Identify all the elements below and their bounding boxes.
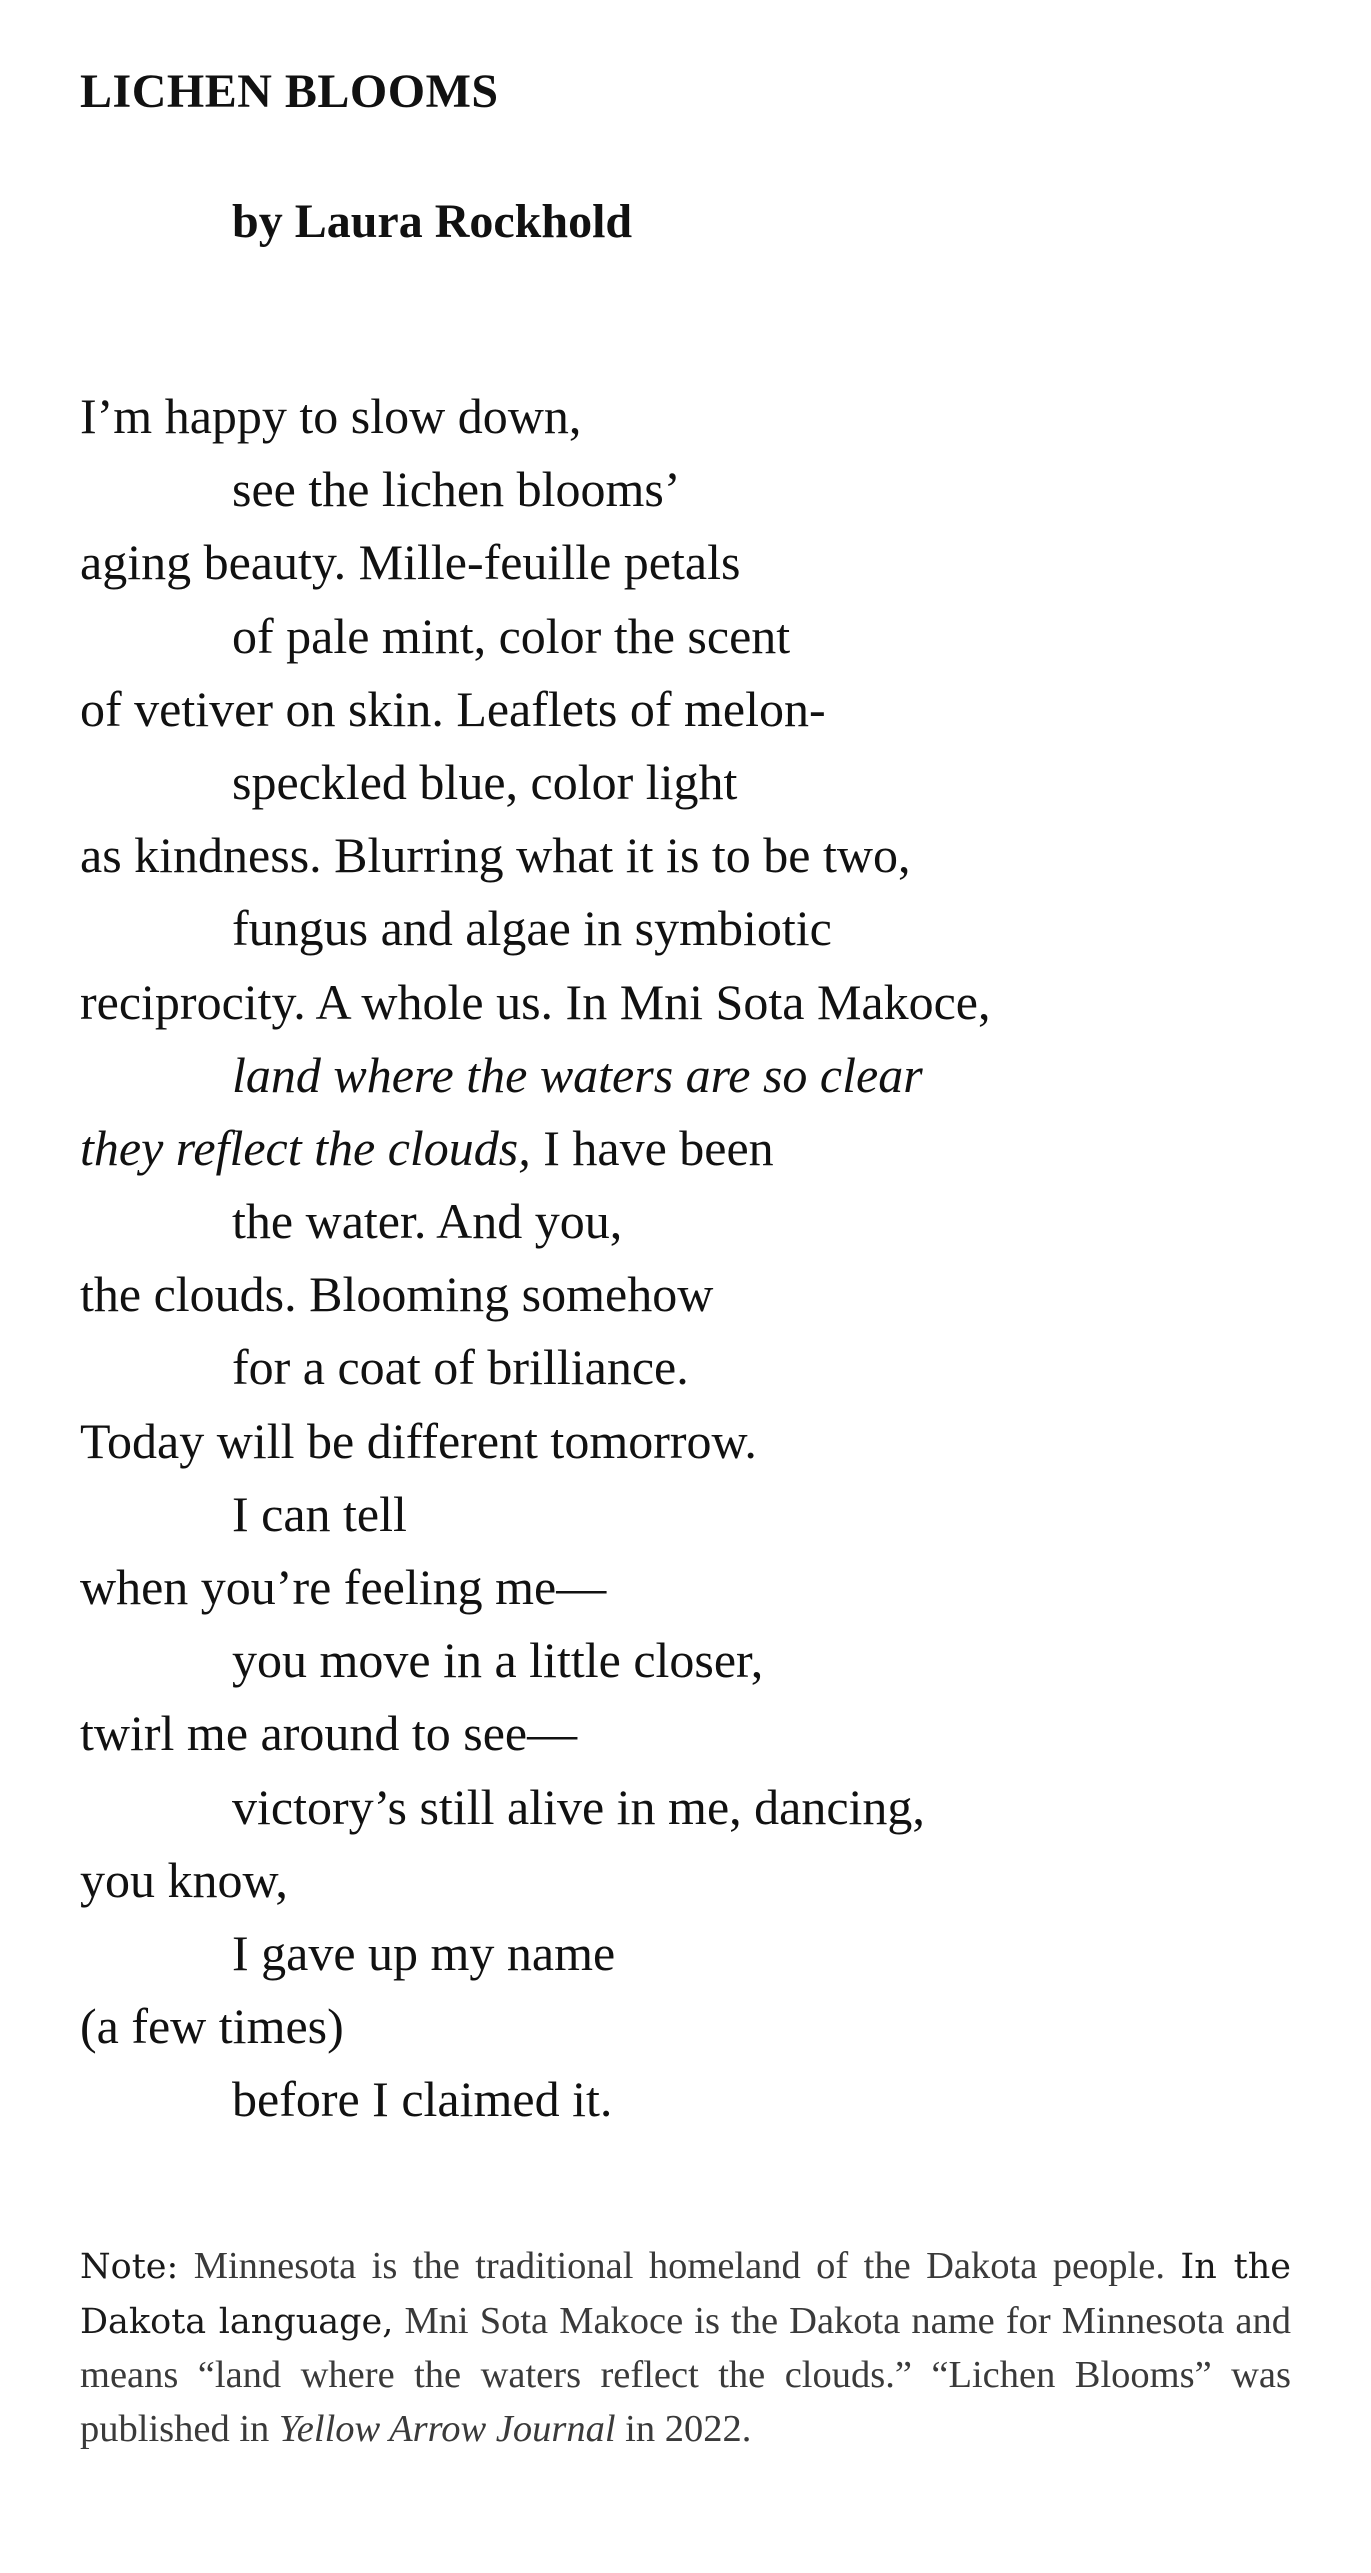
footnote-text: Mni Sota Makoce is the Dakota name for Minnesota and means “land where the waters reflect the clouds.” “Lichen Blooms” was published in xyxy=(80,2299,1291,2450)
poem-line: of vetiver on skin. Leaflets of melon- xyxy=(80,680,826,737)
poem-line: the water. And you, xyxy=(232,1193,623,1250)
poem-line: you know, xyxy=(80,1851,288,1908)
poem-line-mixed xyxy=(80,1112,1291,1185)
poem-line: (a few times) xyxy=(80,1998,344,2055)
poem-line: twirl me around to see— xyxy=(80,1705,578,1762)
poem-line: I can tell xyxy=(232,1485,407,1542)
poem-line: the clouds. Blooming somehow xyxy=(80,1266,714,1323)
poem-line: victory’s still alive in me, dancing, xyxy=(232,1778,925,1835)
poem-line: as kindness. Blurring what it is to be two, xyxy=(80,827,911,884)
footnote xyxy=(80,2240,1291,2456)
poem-italic-phrase: land where the waters are so clear xyxy=(232,1046,923,1103)
poem-line: speckled blue, color light xyxy=(232,753,738,810)
footnote-journal-name: Yellow Arrow Journal xyxy=(278,2407,616,2450)
footnote-text: Minnesota is the traditional homeland of the Dakota people. xyxy=(178,2245,1181,2287)
poem-line-italic xyxy=(80,1039,1291,1112)
poem-line: I’m happy to slow down, xyxy=(80,388,582,444)
poem-title: LICHEN BLOOMS xyxy=(80,65,499,118)
poem-line: before I claimed it. xyxy=(232,2071,613,2128)
poem-line: for a coat of brilliance. xyxy=(232,1339,689,1396)
poem-line: Today will be different tomorrow. xyxy=(80,1412,757,1469)
footnote-dakota-language: In the Dakota language, xyxy=(80,2247,1292,2342)
poem-line: of pale mint, color the scent xyxy=(232,607,791,664)
poem-line: I gave up my name xyxy=(232,1924,616,1981)
poem-line: reciprocity. A whole us. In Mni Sota Makoce, xyxy=(80,973,991,1030)
poem-line: see the lichen blooms’ xyxy=(232,461,681,518)
poem-body xyxy=(80,380,1291,2137)
poem-line: fungus and algae in symbiotic xyxy=(232,900,832,957)
footnote-label: Note: xyxy=(80,2247,179,2287)
poem-line: when you’re feeling me— xyxy=(80,1559,607,1615)
poem-line: aging beauty. Mille-feuille petals xyxy=(80,534,741,591)
poem-byline: by Laura Rockhold xyxy=(232,195,633,248)
poem-line: you move in a little closer, xyxy=(232,1632,764,1689)
footnote-text: in 2022. xyxy=(615,2407,752,2450)
poem-line-remainder: I have been xyxy=(530,1119,774,1176)
poem-italic-phrase: they reflect the clouds, xyxy=(80,1119,531,1176)
